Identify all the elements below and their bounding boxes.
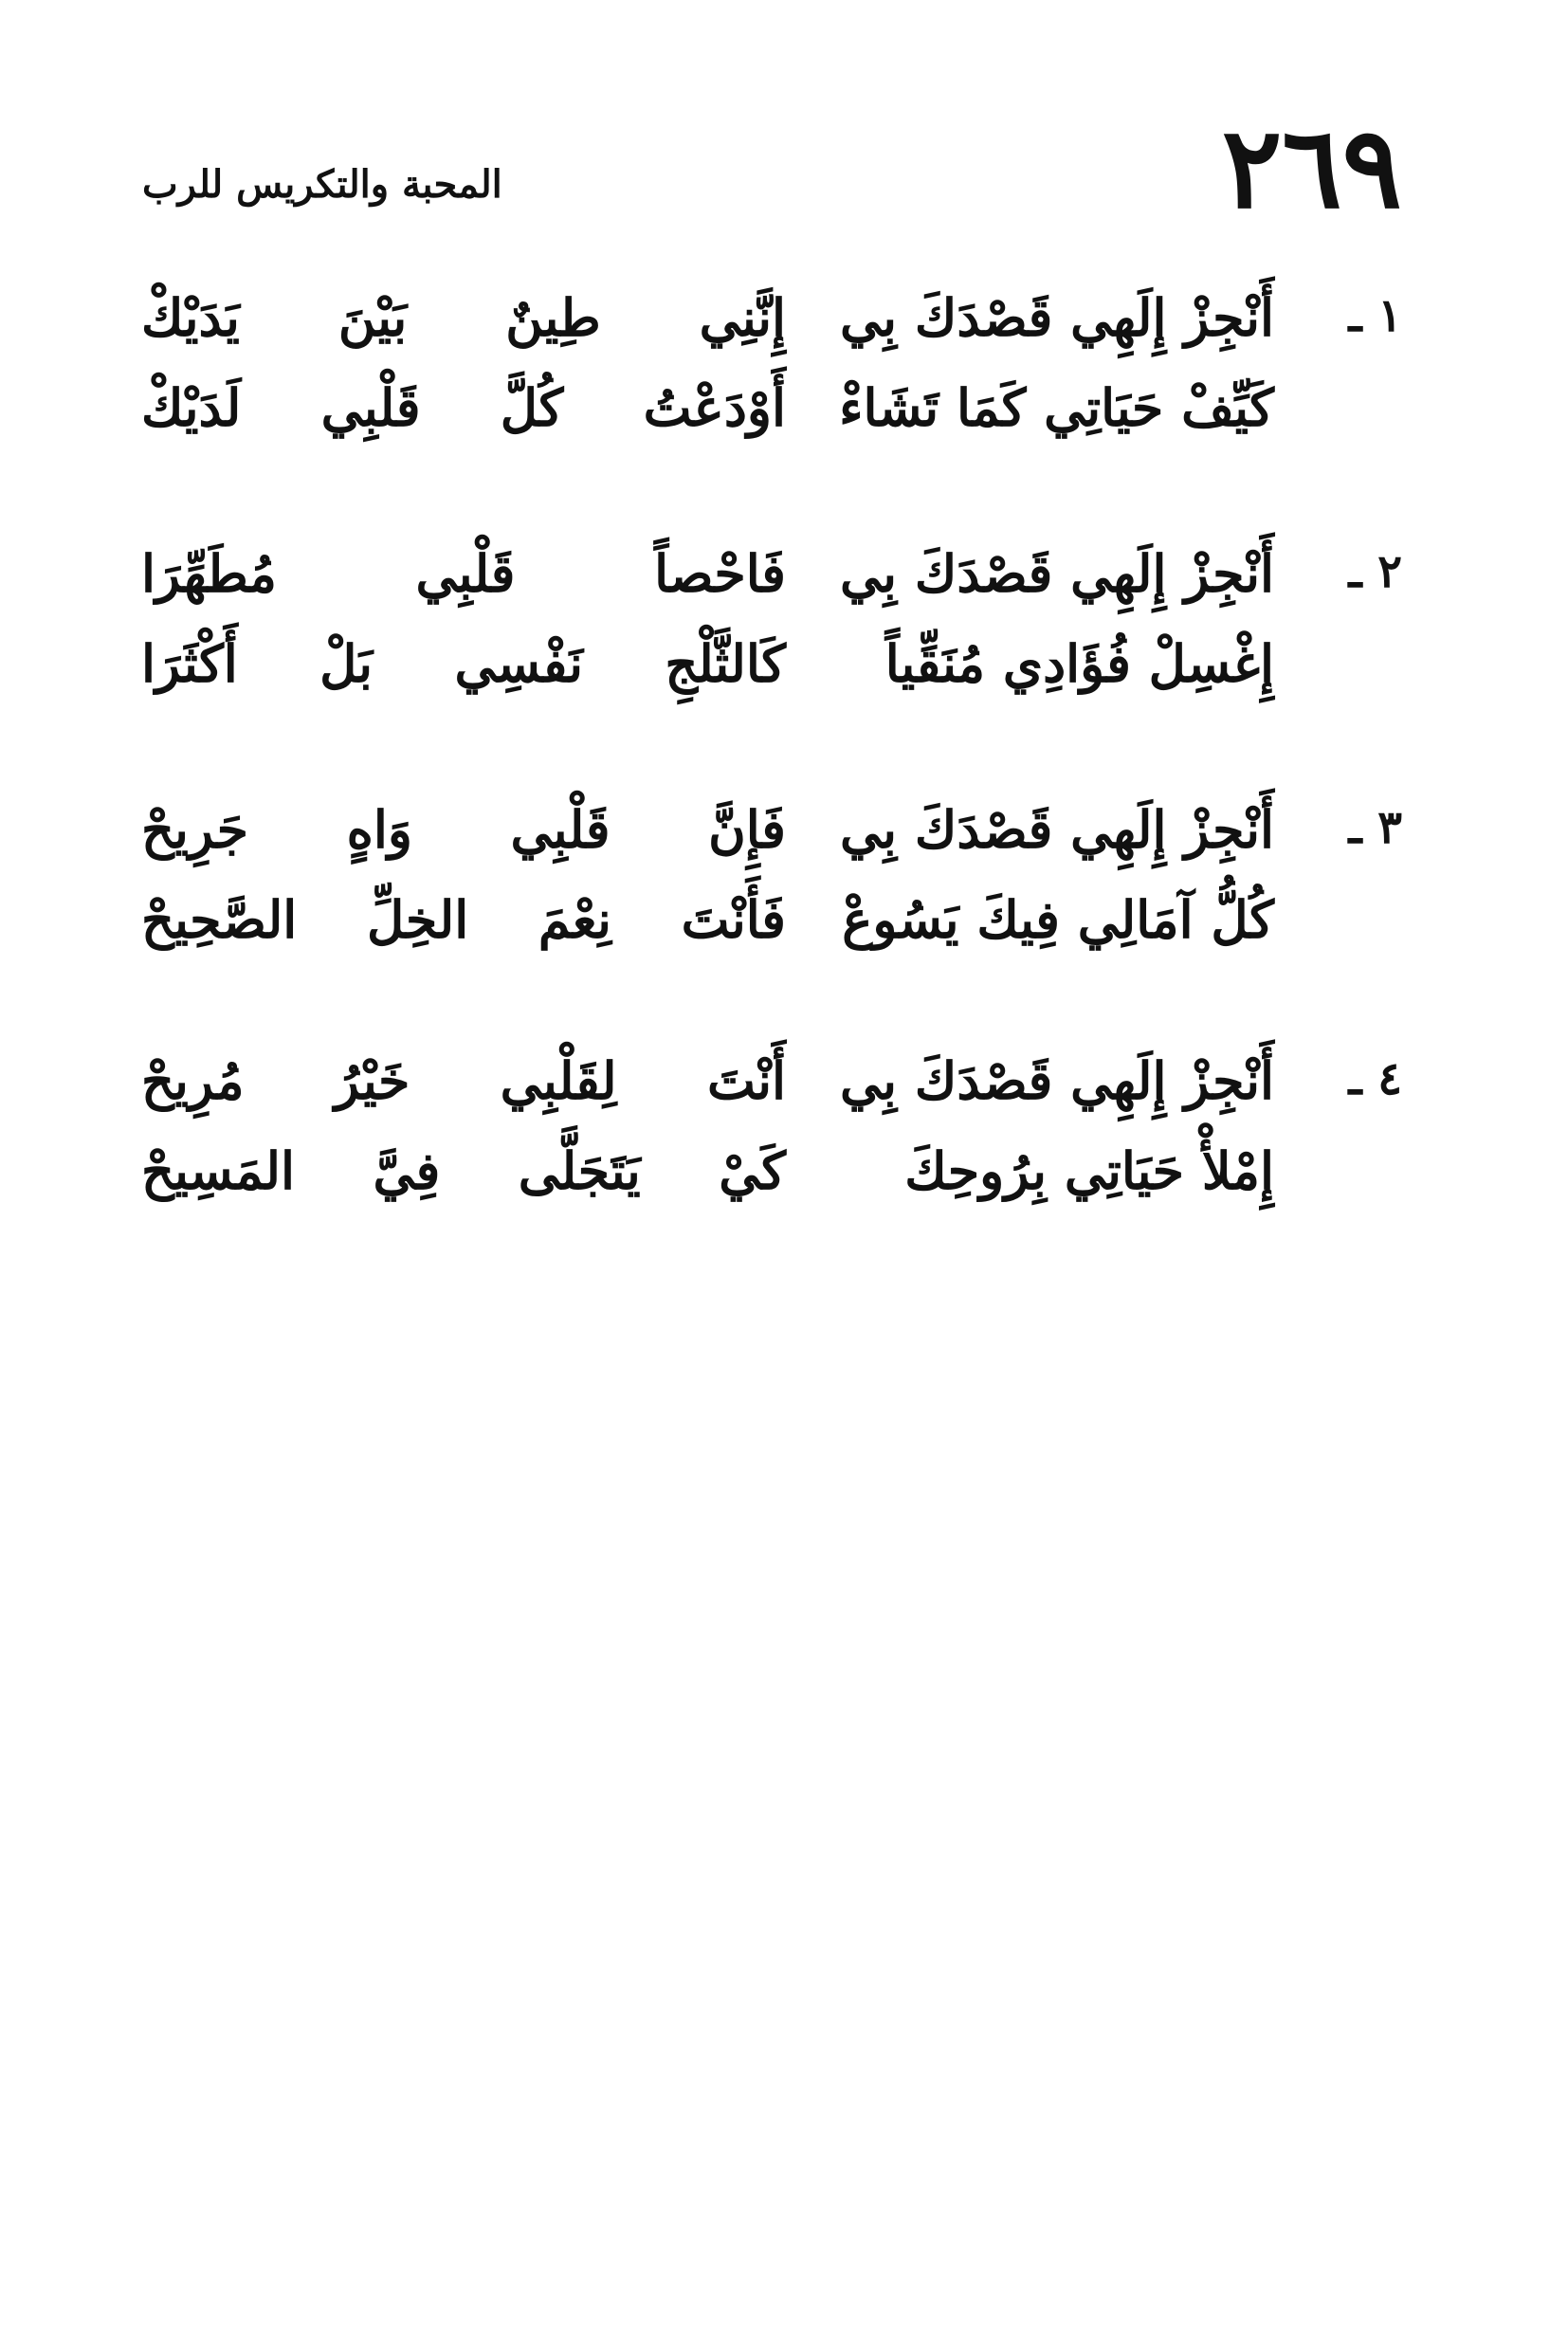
second-hemistich: فَأَنْتَ نِعْمَ الخِلِّ الصَّحِيحْ <box>141 889 786 950</box>
verse-line <box>141 792 1402 867</box>
stanza-number: ٢ ـ <box>1348 545 1402 598</box>
first-hemistich: إِغْسِلْ فُؤَادِي مُنَقِّياً <box>884 633 1274 694</box>
verse-line <box>141 370 1402 446</box>
second-hemistich: فَإِنَّ قَلْبِي وَاهٍ جَرِيحْ <box>141 799 786 860</box>
second-hemistich: أَنْتَ لِقَلْبِي خَيْرُ مُرِيحْ <box>141 1050 786 1111</box>
verse-line <box>141 882 1402 957</box>
first-hemistich: أَنْجِزْ إِلَهِي قَصْدَكَ بِي <box>840 287 1274 348</box>
second-hemistich: كَيْ يَتَجَلَّى فِيَّ المَسِيحْ <box>141 1140 786 1201</box>
first-hemistich: أَنْجِزْ إِلَهِي قَصْدَكَ بِي <box>840 1050 1274 1111</box>
verse-line <box>141 1133 1402 1209</box>
stanza-4 <box>141 1043 1402 1213</box>
stanza-number: ٤ ـ <box>1348 1052 1402 1105</box>
stanza-3 <box>141 792 1402 962</box>
first-hemistich: أَنْجِزْ إِلَهِي قَصْدَكَ بِي <box>840 543 1274 604</box>
second-hemistich: إِنَّنِي طِينٌ بَيْنَ يَدَيْكْ <box>141 287 786 348</box>
stanza-number: ١ ـ <box>1348 289 1402 342</box>
verse-line <box>141 626 1402 702</box>
verse-line <box>141 536 1402 611</box>
section-title: المحبة والتكريس للرب <box>142 162 502 207</box>
second-hemistich: كَالثَّلْجِ نَفْسِي بَلْ أَكْثَرَا <box>141 633 786 694</box>
stanza-2 <box>141 536 1402 706</box>
second-hemistich: أَوْدَعْتُ كُلَّ قَلْبِي لَدَيْكْ <box>141 377 786 438</box>
first-hemistich: كُلُّ آمَالِي فِيكَ يَسُوعْ <box>842 889 1274 950</box>
first-hemistich: كَيِّفْ حَيَاتِي كَمَا تَشَاءْ <box>839 377 1274 438</box>
first-hemistich: أَنْجِزْ إِلَهِي قَصْدَكَ بِي <box>840 799 1274 860</box>
stanza-1 <box>141 280 1402 450</box>
hymn-number: ٢٦٩ <box>1221 101 1402 233</box>
stanza-number: ٣ ـ <box>1348 801 1402 854</box>
verse-line <box>141 280 1402 355</box>
second-hemistich: فَاحْصاً قَلْبِي مُطَهِّرَا <box>141 543 786 604</box>
verse-line <box>141 1043 1402 1119</box>
first-hemistich: إِمْلأْ حَيَاتِي بِرُوحِكَ <box>904 1140 1274 1201</box>
